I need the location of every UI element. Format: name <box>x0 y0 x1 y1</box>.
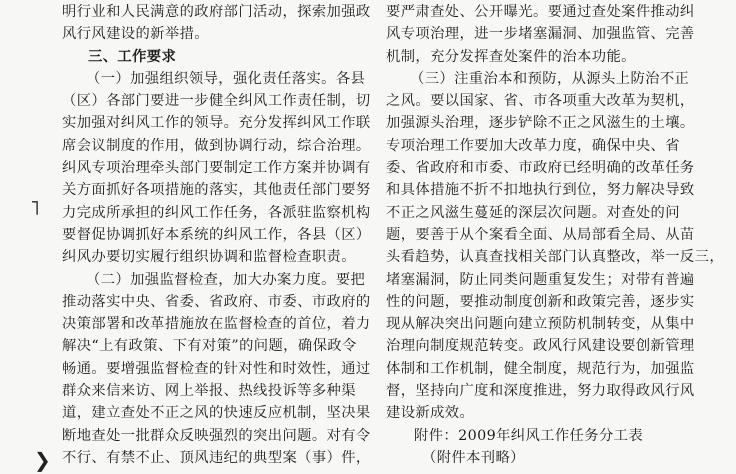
right-column-line: （附件本刊略） <box>422 449 525 466</box>
right-column-line: 治理向制度规范转变。政风行风建设要创新管理 <box>386 338 695 355</box>
right-column <box>386 1 725 469</box>
right-column-line: 机制，充分发挥查处案件的治本功能。 <box>386 48 636 65</box>
right-column-line: 风专项治理，进一步堵塞漏洞、加强监管、完善 <box>386 26 695 43</box>
left-column-line: 席会议制度的作用，做到协调行动，综合治理。 <box>62 137 371 154</box>
right-column-line: 之风。要以国家、省、市各项重大改革为契机， <box>386 93 695 110</box>
right-column-line: 不正之风滋生蔓延的深层次问题。对查处的问 <box>386 204 680 221</box>
right-column-line: 头看趋势，认真查找相关部门认真整改，举一反三， <box>386 249 725 266</box>
left-column-line: 不行、有禁不止、顶风违纪的典型案（事）件， <box>62 449 371 466</box>
right-column-line: 题，要善于从个案看全面、从局部看全局、从苗 <box>386 226 695 243</box>
left-column-line: 关方面抓好各项措施的落实，其他责任部门要努 <box>62 182 371 199</box>
binding-mark-top: ˥ <box>30 196 40 220</box>
left-column-line: 决策部署和改革措施放在监督检查的首位，着力 <box>62 316 371 333</box>
left-column-line: 力完成所承担的纠风工作任务，各派驻监察机构 <box>62 204 371 221</box>
right-column-line: 加强源头治理，逐步铲除不正之风滋生的土壤。 <box>386 115 695 132</box>
left-column <box>62 1 374 469</box>
right-column-line: 要严肃查处、公开曝光。要通过查处案件推动纠 <box>386 4 695 20</box>
left-column-line: 群众来信来访、网上举报、热线投诉等多种渠 <box>62 383 356 400</box>
right-column-line: 专项治理工作要加大改革力度，确保中央、省 <box>386 137 680 154</box>
right-column-line: 堵塞漏洞，防止同类问题重复发生；对带有普遍 <box>386 271 695 288</box>
left-column-line: 明行业和人民满意的政府部门活动，探索加强政 <box>62 4 371 20</box>
left-column-line: 纠风办要切实履行组织协调和监督检查职责。 <box>62 249 356 266</box>
left-column-line: （二）加强监督检查，加大办案力度。要把 <box>86 271 366 288</box>
left-column-line: 三、工作要求 <box>88 48 177 65</box>
left-column-line: 推动落实中央、省委、省政府、市委、市政府的 <box>62 293 371 310</box>
binding-mark-bottom: ❯ <box>34 448 51 472</box>
left-column-line: 纠风专项治理牵头部门要制定工作方案并协调有 <box>62 160 371 177</box>
left-column-line: 实加强对纠风工作的领导。充分发挥纠风工作联 <box>62 115 371 132</box>
left-column-line: 道，建立查处不正之风的快速反应机制，坚决果 <box>62 405 371 422</box>
right-column-line: （三）注重治本和预防，从源头上防治不正 <box>410 70 690 87</box>
right-column-line: 体制和工作机制，健全制度，规范行为，加强监 <box>386 360 695 377</box>
left-column-line: 风行风建设的新举措。 <box>62 26 209 43</box>
right-column-line: 和具体措施不折不扣地执行到位，努力解决导致 <box>386 182 695 199</box>
left-column-line: 要督促协调抓好本系统的纠风工作，各县（区） <box>62 226 371 243</box>
left-column-line: 解决“上有政策、下有对策”的问题，确保政令 <box>62 338 357 355</box>
left-column-line: （一）加强组织领导，强化责任落实。各县 <box>86 70 366 87</box>
right-column-line: 督，坚持向广度和深度推进，努力取得政风行风 <box>386 383 695 400</box>
left-column-line: （区）各部门要进一步健全纠风工作责任制，切 <box>62 93 371 110</box>
right-column-line: 建设新成效。 <box>386 405 475 422</box>
right-column-line: 现从解决突出问题向建立预防机制转变，从集中 <box>386 316 695 333</box>
right-column-line: 委、省政府和市委、市政府已经明确的改革任务 <box>386 160 695 177</box>
left-column-line: 畅通。要增强监督检查的针对性和时效性，通过 <box>62 360 371 377</box>
right-column-line: 性的问题，要推动制度创新和政策完善，逐步实 <box>386 293 695 310</box>
left-column-line: 断地查处一批群众反映强烈的突出问题。对有令 <box>62 427 371 444</box>
right-column-line: 附件：2009年纠风工作任务分工表 <box>414 427 644 444</box>
